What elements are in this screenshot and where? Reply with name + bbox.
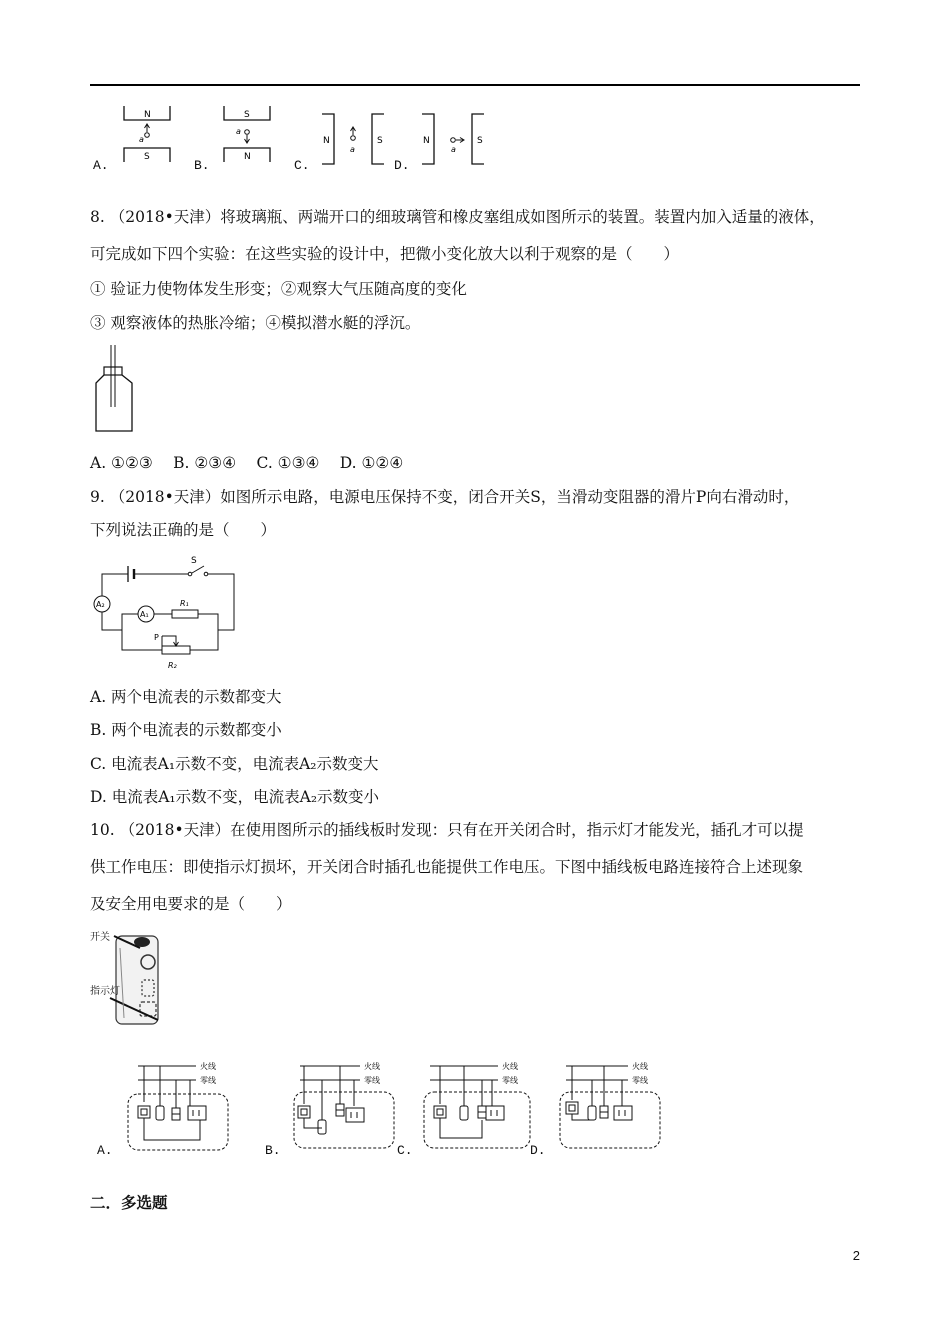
- svg-text:S: S: [144, 152, 150, 162]
- section-title: 二．多选题: [90, 1194, 168, 1212]
- svg-text:零线: 零线: [200, 1076, 216, 1085]
- svg-text:P: P: [154, 633, 159, 642]
- power-strip-photo: [90, 928, 170, 1028]
- q9-option-b: B. 两个电流表的示数都变小: [90, 721, 282, 739]
- svg-text:S: S: [377, 136, 383, 146]
- q7-figure-c: [318, 108, 398, 170]
- svg-text:a: a: [350, 145, 355, 154]
- q10-line2: 供工作电压：即使指示灯损坏，开关闭合时插孔也能提供工作电压。下图中插线板电路连接符合上述现象: [90, 858, 804, 876]
- q10-line1: 10. （2018•天津）在使用图所示的插线板时发现：只有在开关闭合时，指示灯才能发光，插孔才可以提: [90, 821, 804, 839]
- bottle-diagram: [90, 345, 140, 435]
- q7-figure-d: [418, 108, 498, 170]
- q7-opt-a: A.: [93, 158, 109, 173]
- svg-text:a: a: [451, 145, 456, 154]
- wiring-option-a: [120, 1056, 232, 1154]
- svg-text:R₁: R₁: [180, 599, 189, 608]
- svg-text:指示灯: 指示灯: [90, 986, 120, 997]
- q10-opt-d: D.: [530, 1143, 546, 1158]
- q7-opt-d: D.: [394, 158, 410, 173]
- svg-text:a: a: [236, 127, 241, 136]
- svg-text:火线: 火线: [200, 1062, 216, 1071]
- q10-opt-a: A.: [97, 1143, 113, 1158]
- q7-figure-b: [218, 104, 278, 166]
- svg-text:A₂: A₂: [96, 600, 105, 609]
- svg-text:零线: 零线: [364, 1076, 380, 1085]
- svg-text:零线: 零线: [502, 1076, 518, 1085]
- q9-option-d: D. 电流表A₁示数不变，电流表A₂示数变小: [90, 788, 380, 806]
- q8-line3: ① 验证力使物体发生形变；②观察大气压随高度的变化: [90, 280, 467, 298]
- svg-text:S: S: [191, 556, 197, 566]
- svg-text:N: N: [323, 136, 330, 146]
- q10-line3: 及安全用电要求的是（ ）: [90, 895, 292, 913]
- q9-circuit-diagram: [90, 552, 250, 674]
- q7-opt-c: C.: [294, 158, 310, 173]
- svg-text:火线: 火线: [502, 1062, 518, 1071]
- svg-text:A₁: A₁: [140, 610, 149, 619]
- svg-text:N: N: [244, 152, 251, 162]
- wiring-option-d: [552, 1056, 664, 1154]
- svg-text:S: S: [477, 136, 483, 146]
- svg-text:火线: 火线: [364, 1062, 380, 1071]
- svg-text:a: a: [139, 135, 144, 144]
- q8-line2: 可完成如下四个实验：在这些实验的设计中，把微小变化放大以利于观察的是（ ）: [90, 245, 680, 263]
- q8-options: A. ①②③ B. ②③④ C. ①③④ D. ①②④: [90, 454, 404, 472]
- wiring-option-b: [290, 1056, 402, 1154]
- q9-option-a: A. 两个电流表的示数都变大: [90, 688, 282, 706]
- svg-text:零线: 零线: [632, 1076, 648, 1085]
- svg-text:S: S: [244, 110, 250, 120]
- q9-option-c: C. 电流表A₁示数不变，电流表A₂示数变大: [90, 755, 379, 773]
- header-rule: [90, 84, 860, 86]
- svg-text:R₂: R₂: [168, 661, 177, 670]
- q10-opt-c: C.: [397, 1143, 413, 1158]
- q10-opt-b: B.: [265, 1143, 281, 1158]
- svg-text:N: N: [423, 136, 430, 146]
- q9-line1: 9. （2018•天津）如图所示电路，电源电压保持不变，闭合开关S，当滑动变阻器的滑片P向右滑动时，: [90, 488, 800, 506]
- page-number: 2: [852, 1248, 860, 1263]
- q8-line4: ③ 观察液体的热胀冷缩；④模拟潜水艇的浮沉。: [90, 314, 421, 332]
- q8-line1: 8. （2018•天津）将玻璃瓶、两端开口的细玻璃管和橡皮塞组成如图所示的装置。装置内加入适量的液体，: [90, 208, 825, 226]
- q9-line2: 下列说法正确的是（ ）: [90, 521, 277, 539]
- wiring-option-c: [420, 1056, 532, 1154]
- svg-text:开关: 开关: [90, 932, 110, 943]
- svg-text:火线: 火线: [632, 1062, 648, 1071]
- q7-figure-a: [118, 104, 178, 166]
- svg-text:N: N: [144, 110, 151, 120]
- q7-opt-b: B.: [194, 158, 210, 173]
